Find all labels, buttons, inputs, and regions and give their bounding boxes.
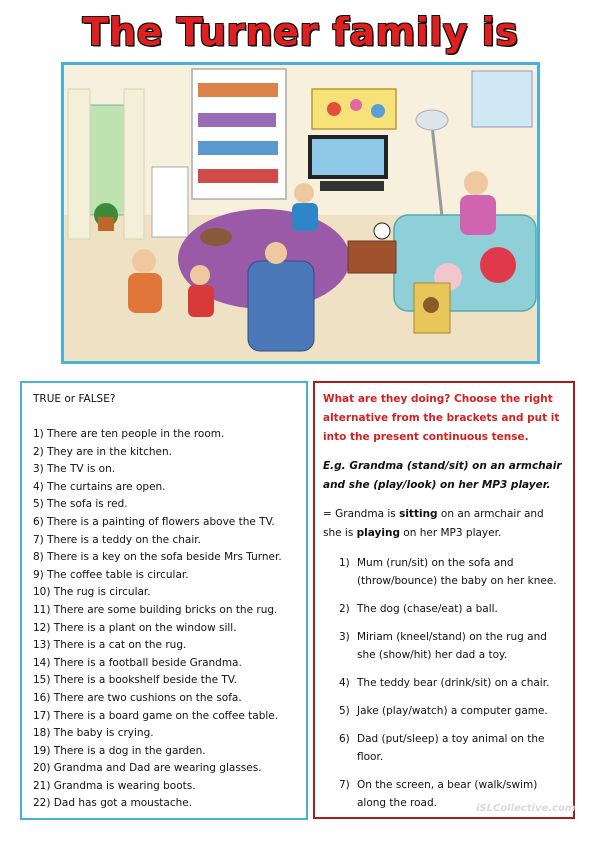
true-false-item: 8) There is a key on the sofa beside Mrs Turner. [33,551,282,564]
list-item [323,600,565,618]
present-continuous-exercise [313,381,575,819]
true-false-item: 13) There is a cat on the rug. [33,639,187,652]
true-false-item: 1) There are ten people in the room. [33,428,225,440]
exercise-instruction: What are they doing? Choose the right alternative from the brackets and put it into the present continuous tense. [323,393,560,443]
true-false-exercise [20,381,308,820]
item-number: 4) [339,677,350,689]
item-number: 7) [339,779,350,791]
true-false-item: 2) They are in the kitchen. [33,445,172,458]
item-text: Mum (run/sit) on the sofa and (throw/bounce) the baby on her knee. [357,557,557,587]
answer-suffix: on her MP3 player. [399,527,502,539]
list-item [323,554,565,590]
page-title: The Turner family is [82,10,519,54]
item-number: 1) [339,557,350,569]
true-false-item: 10) The rug is circular. [33,586,151,599]
item-text: On the screen, a bear (walk/swim) along the road. [357,779,538,809]
true-false-item: 9) The coffee table is circular. [33,568,189,581]
list-item [323,628,565,664]
true-false-item: 3) The TV is on. [33,463,116,476]
item-number: 2) [339,603,350,615]
example-answer [323,505,565,543]
answer-prefix: = Grandma is [323,508,400,520]
example-sentence: E.g. Grandma (stand/sit) on an armchair and she (play/look) on her MP3 player. [323,460,562,491]
true-false-item: 18) The baby is crying. [33,727,154,740]
true-false-item: 20) Grandma and Dad are wearing glasses. [33,762,262,775]
true-false-item: 14) There is a football beside Grandma. [33,656,242,669]
list-item [323,730,565,766]
true-false-item: 11) There are some building bricks on the rug. [33,603,278,616]
living-room-scene [64,65,537,361]
true-false-item: 6) There is a painting of flowers above the TV. [33,515,275,528]
watermark: iSLCollective.com [476,803,576,814]
answer-middle: on an armchair and she is [323,508,544,539]
true-false-item: 21) Grandma is wearing boots. [33,779,196,792]
item-text: Jake (play/watch) a computer game. [357,705,548,717]
true-false-item: 16) There are two cushions on the sofa. [33,691,242,704]
true-false-item: 4) The curtains are open. [33,480,166,493]
true-false-item: 22) Dad has got a moustache. [33,797,193,810]
true-false-item: 5) The sofa is red. [33,498,128,511]
true-false-item: 15) There is a bookshelf beside the TV. [33,674,237,687]
true-false-heading: TRUE or FALSE? [33,393,116,405]
list-item [323,702,565,720]
item-number: 6) [339,733,350,745]
item-text: Dad (put/sleep) a toy animal on the floor. [357,733,545,763]
item-number: 3) [339,631,350,643]
living-room-illustration [61,62,540,364]
true-false-item: 12) There is a plant on the window sill. [33,621,237,634]
answer-verb-playing: playing [356,527,400,539]
item-number: 5) [339,705,350,717]
item-text: The dog (chase/eat) a ball. [357,603,498,615]
list-item [323,674,565,692]
item-text: The teddy bear (drink/sit) on a chair. [357,677,550,689]
true-false-item: 19) There is a dog in the garden. [33,744,206,757]
true-false-item: 7) There is a teddy on the chair. [33,533,201,546]
item-text: Miriam (kneel/stand) on the rug and she (show/hit) her dad a toy. [357,631,547,661]
true-false-item: 17) There is a board game on the coffee table. [33,709,279,722]
exercise-list [323,554,565,812]
answer-verb-sitting: sitting [399,508,438,520]
